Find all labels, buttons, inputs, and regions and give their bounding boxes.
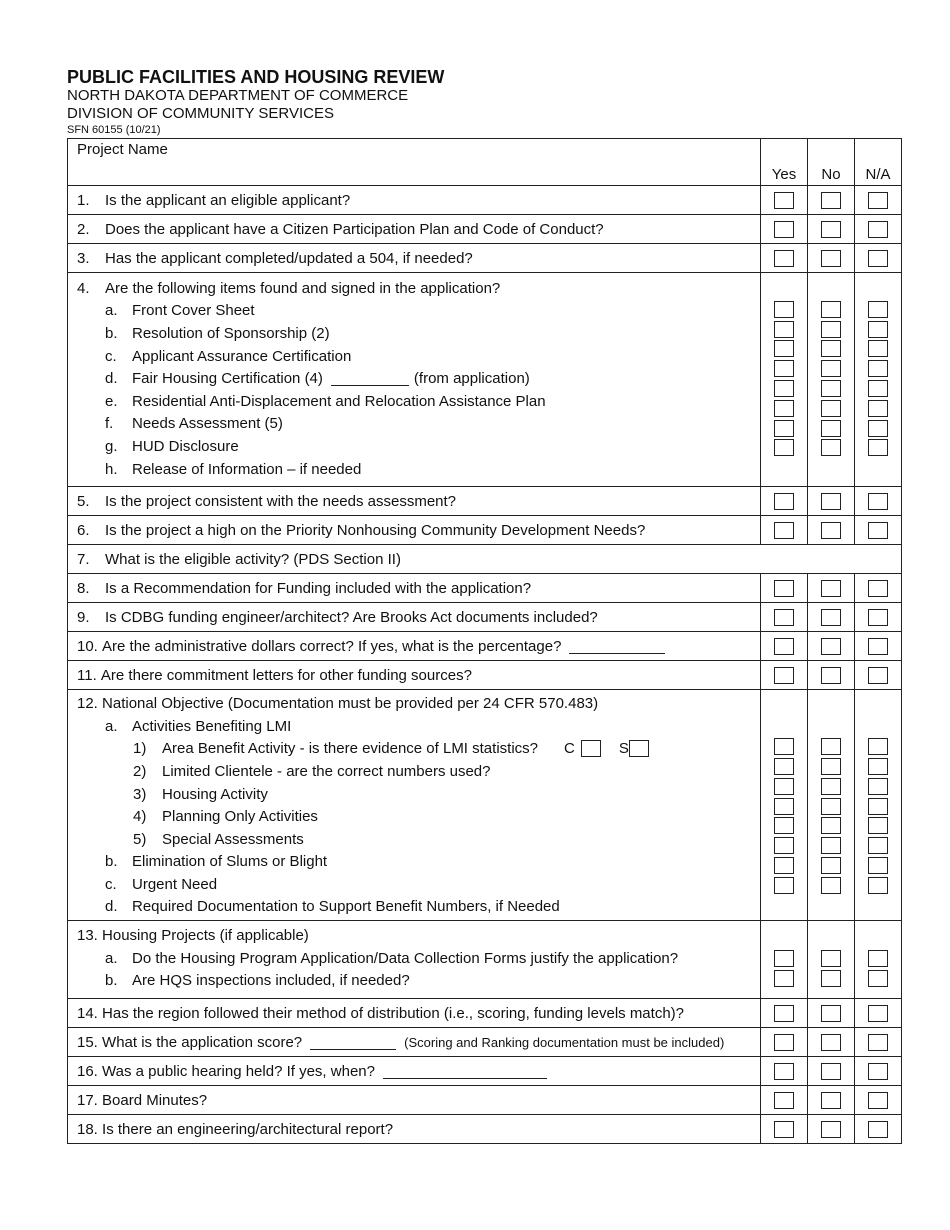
- item-letter: a.: [105, 949, 118, 967]
- q12c-yes-checkbox[interactable]: [774, 857, 794, 874]
- item-letter: c.: [105, 875, 117, 893]
- question-number: 8.: [77, 579, 90, 597]
- question-text: Housing Projects (if applicable): [102, 927, 309, 945]
- q4d-na-checkbox[interactable]: [868, 360, 888, 377]
- col-na-header: N/A: [855, 139, 902, 186]
- item-text: Release of Information – if needed: [132, 460, 362, 478]
- q16-yes-checkbox[interactable]: [774, 1063, 794, 1080]
- fair-housing-blank[interactable]: [331, 371, 409, 386]
- item-number: 5): [133, 830, 147, 848]
- review-table: [67, 138, 902, 1144]
- q4a-yes-checkbox[interactable]: [774, 301, 794, 318]
- form-number: SFN 60155 (10/21): [67, 124, 161, 136]
- item-letter: g.: [105, 437, 118, 455]
- item-text: Needs Assessment (5): [132, 415, 283, 433]
- question-number: 9.: [77, 608, 90, 626]
- question-cell: [68, 661, 761, 690]
- q1-no-checkbox[interactable]: [821, 192, 841, 209]
- question-text: Is the project a high on the Priority Nonhousing Community Development Needs?: [105, 521, 646, 539]
- q17-no-checkbox[interactable]: [821, 1092, 841, 1109]
- question-number: 16.: [77, 1062, 98, 1080]
- question-row-17: [68, 1086, 902, 1115]
- q11-na-checkbox[interactable]: [868, 667, 888, 684]
- q12b-na-checkbox[interactable]: [868, 837, 888, 854]
- question-cell: [68, 215, 761, 244]
- question-text: Does the applicant have a Citizen Participation Plan and Code of Conduct?: [105, 220, 604, 238]
- q13a-no-checkbox[interactable]: [821, 950, 841, 967]
- q15-yes-checkbox[interactable]: [774, 1034, 794, 1051]
- question-cell: [68, 1057, 761, 1086]
- q4b-na-checkbox[interactable]: [868, 321, 888, 338]
- question-number: 7.: [77, 550, 90, 568]
- question-number: 17.: [77, 1091, 98, 1109]
- division-name: DIVISION OF COMMUNITY SERVICES: [67, 105, 334, 122]
- form-header: [67, 67, 444, 137]
- question-number: 2.: [77, 220, 90, 238]
- question-cell: [68, 632, 761, 661]
- q14-no-checkbox[interactable]: [821, 1005, 841, 1022]
- q12a3-no-checkbox[interactable]: [821, 778, 841, 795]
- item-letter: a.: [105, 717, 118, 735]
- question-row-9: [68, 603, 902, 632]
- question-number: 18.: [77, 1120, 98, 1138]
- item-letter: f.: [105, 415, 114, 433]
- q12b-yes-checkbox[interactable]: [774, 837, 794, 854]
- q1-na-checkbox[interactable]: [868, 192, 888, 209]
- item-letter: d.: [105, 370, 118, 388]
- question-row-15: [68, 1028, 902, 1057]
- question-text: Is the applicant an eligible applicant?: [105, 191, 351, 209]
- question-row-18: [68, 1115, 902, 1144]
- q17-yes-checkbox[interactable]: [774, 1092, 794, 1109]
- question-row-11: [68, 661, 902, 690]
- application-score-blank[interactable]: [310, 1035, 396, 1050]
- q1-yes-checkbox[interactable]: [774, 192, 794, 209]
- question-number: 13.: [77, 927, 98, 945]
- item-text: Housing Activity: [162, 785, 268, 803]
- question-text: Has the region followed their method of distribution (i.e., scoring, funding levels match)?: [102, 1004, 684, 1022]
- q5-no-checkbox[interactable]: [821, 493, 841, 510]
- q9-yes-checkbox[interactable]: [774, 609, 794, 626]
- q14-na-checkbox[interactable]: [868, 1005, 888, 1022]
- col-yes-header: Yes: [761, 139, 808, 186]
- q5-na-checkbox[interactable]: [868, 493, 888, 510]
- question-text: Is there an engineering/architectural report?: [102, 1120, 394, 1138]
- q16-no-checkbox[interactable]: [821, 1063, 841, 1080]
- item-letter: e.: [105, 392, 118, 410]
- item-text: Activities Benefiting LMI: [132, 717, 292, 735]
- q13b-yes-checkbox[interactable]: [774, 970, 794, 987]
- item-text: Are HQS inspections included, if needed?: [132, 972, 410, 990]
- question-row-12: [68, 690, 902, 921]
- q8-no-checkbox[interactable]: [821, 580, 841, 597]
- q4d-yes-checkbox[interactable]: [774, 360, 794, 377]
- q12a4-na-checkbox[interactable]: [868, 798, 888, 815]
- question-cell: [68, 273, 761, 487]
- q12a5-yes-checkbox[interactable]: [774, 817, 794, 834]
- q4e-na-checkbox[interactable]: [868, 380, 888, 397]
- q12a3-na-checkbox[interactable]: [868, 778, 888, 795]
- question-text: Was a public hearing held? If yes, when?: [102, 1062, 375, 1080]
- q10-no-checkbox[interactable]: [821, 638, 841, 655]
- form-title: PUBLIC FACILITIES AND HOUSING REVIEW: [67, 67, 445, 87]
- item-text: HUD Disclosure: [132, 437, 239, 455]
- question-cell: [68, 244, 761, 273]
- question-text: What is the eligible activity? (PDS Section II): [105, 550, 401, 568]
- q12a1-yes-checkbox[interactable]: [774, 738, 794, 755]
- question-number: 4.: [77, 279, 90, 297]
- area-benefit-c-checkbox[interactable]: [581, 740, 601, 757]
- q12a4-no-checkbox[interactable]: [821, 798, 841, 815]
- q8-na-checkbox[interactable]: [868, 580, 888, 597]
- q12b-no-checkbox[interactable]: [821, 837, 841, 854]
- q8-yes-checkbox[interactable]: [774, 580, 794, 597]
- question-row-1: [68, 186, 902, 215]
- question-number: 6.: [77, 521, 90, 539]
- q4c-yes-checkbox[interactable]: [774, 340, 794, 357]
- question-row-13: [68, 921, 902, 999]
- question-text: Is CDBG funding engineer/architect? Are Brooks Act documents included?: [105, 608, 598, 626]
- q2-no-checkbox[interactable]: [821, 221, 841, 238]
- s-label: S: [618, 740, 629, 758]
- item-text: Limited Clientele - are the correct numbers used?: [162, 762, 491, 780]
- question-row-6: [68, 516, 902, 545]
- item-text: Do the Housing Program Application/Data Collection Forms justify the application?: [132, 949, 679, 967]
- q4h-no-checkbox[interactable]: [821, 439, 841, 456]
- question-cell: [68, 487, 761, 516]
- question-cell: [68, 1086, 761, 1115]
- q12d-yes-checkbox[interactable]: [774, 877, 794, 894]
- question-text: Are the administrative dollars correct? If yes, what is the percentage?: [102, 637, 562, 655]
- q12d-no-checkbox[interactable]: [821, 877, 841, 894]
- item-suffix: (from application): [413, 370, 530, 388]
- header-row: [68, 139, 902, 186]
- question-row-5: [68, 487, 902, 516]
- q4h-yes-checkbox[interactable]: [774, 439, 794, 456]
- item-text: Fair Housing Certification (4): [132, 370, 323, 388]
- item-text: Urgent Need: [132, 875, 218, 893]
- q9-na-checkbox[interactable]: [868, 609, 888, 626]
- q9-no-checkbox[interactable]: [821, 609, 841, 626]
- q16-na-checkbox[interactable]: [868, 1063, 888, 1080]
- q12a3-yes-checkbox[interactable]: [774, 778, 794, 795]
- item-letter: b.: [105, 853, 118, 871]
- q11-no-checkbox[interactable]: [821, 667, 841, 684]
- question-row-16: [68, 1057, 902, 1086]
- item-text: Required Documentation to Support Benefit Numbers, if Needed: [132, 898, 560, 916]
- q12a5-no-checkbox[interactable]: [821, 817, 841, 834]
- q3-no-checkbox[interactable]: [821, 250, 841, 267]
- q4a-na-checkbox[interactable]: [868, 301, 888, 318]
- question-row-8: [68, 574, 902, 603]
- project-name-field[interactable]: [68, 139, 761, 186]
- area-benefit-s-checkbox[interactable]: [629, 740, 649, 757]
- question-number: 1.: [77, 191, 90, 209]
- q18-na-checkbox[interactable]: [868, 1121, 888, 1138]
- question-text: What is the application score?: [102, 1033, 303, 1051]
- q4e-no-checkbox[interactable]: [821, 380, 841, 397]
- question-cell: [68, 1115, 761, 1144]
- question-number: 15.: [77, 1033, 98, 1051]
- department-name: NORTH DAKOTA DEPARTMENT OF COMMERCE: [67, 87, 409, 104]
- q6-no-checkbox[interactable]: [821, 522, 841, 539]
- q4b-yes-checkbox[interactable]: [774, 321, 794, 338]
- q12a2-yes-checkbox[interactable]: [774, 758, 794, 775]
- question-number: 14.: [77, 1004, 98, 1022]
- item-text: Front Cover Sheet: [132, 302, 255, 320]
- question-cell: [68, 545, 902, 574]
- q2-yes-checkbox[interactable]: [774, 221, 794, 238]
- q18-yes-checkbox[interactable]: [774, 1121, 794, 1138]
- q4h-na-checkbox[interactable]: [868, 439, 888, 456]
- q12a2-no-checkbox[interactable]: [821, 758, 841, 775]
- q13a-na-checkbox[interactable]: [868, 950, 888, 967]
- item-number: 2): [133, 762, 147, 780]
- question-number: 11.: [77, 666, 97, 684]
- q4g-no-checkbox[interactable]: [821, 420, 841, 437]
- question-number: 5.: [77, 492, 90, 510]
- question-cell: [68, 574, 761, 603]
- question-row-2: [68, 215, 902, 244]
- item-letter: c.: [105, 347, 117, 365]
- question-number: 3.: [77, 249, 90, 267]
- q18-no-checkbox[interactable]: [821, 1121, 841, 1138]
- q15-no-checkbox[interactable]: [821, 1034, 841, 1051]
- c-label: C: [564, 740, 575, 758]
- item-number: 3): [133, 785, 147, 803]
- q12c-no-checkbox[interactable]: [821, 857, 841, 874]
- item-letter: d.: [105, 898, 118, 916]
- q4e-yes-checkbox[interactable]: [774, 380, 794, 397]
- q13b-na-checkbox[interactable]: [868, 970, 888, 987]
- q3-na-checkbox[interactable]: [868, 250, 888, 267]
- q15-na-checkbox[interactable]: [868, 1034, 888, 1051]
- item-letter: a.: [105, 302, 118, 320]
- q4g-yes-checkbox[interactable]: [774, 420, 794, 437]
- q5-yes-checkbox[interactable]: [774, 493, 794, 510]
- q12a4-yes-checkbox[interactable]: [774, 798, 794, 815]
- q4g-na-checkbox[interactable]: [868, 420, 888, 437]
- q12a2-na-checkbox[interactable]: [868, 758, 888, 775]
- item-number: 4): [133, 808, 147, 826]
- item-letter: b.: [105, 324, 118, 342]
- question-cell: [68, 603, 761, 632]
- q4f-no-checkbox[interactable]: [821, 400, 841, 417]
- question-row-7: [68, 545, 902, 574]
- q4c-no-checkbox[interactable]: [821, 340, 841, 357]
- col-no-header: No: [808, 139, 855, 186]
- q4c-na-checkbox[interactable]: [868, 340, 888, 357]
- question-text: Has the applicant completed/updated a 504, if needed?: [105, 249, 473, 267]
- question-number: 10.: [77, 637, 98, 655]
- question-row-4: [68, 273, 902, 487]
- q13a-yes-checkbox[interactable]: [774, 950, 794, 967]
- question-cell: [68, 999, 761, 1028]
- question-number: 12.: [77, 695, 98, 713]
- question-row-3: [68, 244, 902, 273]
- question-cell: [68, 690, 761, 921]
- item-text: Elimination of Slums or Blight: [132, 853, 328, 871]
- hearing-date-blank[interactable]: [383, 1064, 547, 1079]
- item-text: Applicant Assurance Certification: [132, 347, 352, 365]
- q11-yes-checkbox[interactable]: [774, 667, 794, 684]
- scoring-note: (Scoring and Ranking documentation must be included): [404, 1034, 725, 1050]
- project-name-label: Project Name: [77, 141, 168, 158]
- q17-na-checkbox[interactable]: [868, 1092, 888, 1109]
- q12d-na-checkbox[interactable]: [868, 877, 888, 894]
- question-text: Is a Recommendation for Funding included with the application?: [105, 579, 532, 597]
- item-letter: b.: [105, 972, 118, 990]
- q4f-yes-checkbox[interactable]: [774, 400, 794, 417]
- q3-yes-checkbox[interactable]: [774, 250, 794, 267]
- q6-na-checkbox[interactable]: [868, 522, 888, 539]
- q12a1-no-checkbox[interactable]: [821, 738, 841, 755]
- item-text: Special Assessments: [162, 830, 304, 848]
- item-number: 1): [133, 740, 147, 758]
- q10-yes-checkbox[interactable]: [774, 638, 794, 655]
- item-letter: h.: [105, 460, 118, 478]
- question-text: Is the project consistent with the needs assessment?: [105, 492, 457, 510]
- item-text: Residential Anti-Displacement and Relocation Assistance Plan: [132, 392, 546, 410]
- q4d-no-checkbox[interactable]: [821, 360, 841, 377]
- item-text: Area Benefit Activity - is there evidence of LMI statistics?: [162, 740, 538, 758]
- question-cell: [68, 516, 761, 545]
- question-text: Are there commitment letters for other funding sources?: [100, 666, 472, 684]
- q2-na-checkbox[interactable]: [868, 221, 888, 238]
- question-cell: [68, 921, 761, 999]
- question-cell: [68, 1028, 761, 1057]
- q4b-no-checkbox[interactable]: [821, 321, 841, 338]
- q14-yes-checkbox[interactable]: [774, 1005, 794, 1022]
- question-text: National Objective (Documentation must be provided per 24 CFR 570.483): [102, 695, 599, 713]
- q4f-na-checkbox[interactable]: [868, 400, 888, 417]
- question-row-10: [68, 632, 902, 661]
- q13b-no-checkbox[interactable]: [821, 970, 841, 987]
- question-text: Board Minutes?: [102, 1091, 208, 1109]
- q12a1-na-checkbox[interactable]: [868, 738, 888, 755]
- item-text: Planning Only Activities: [162, 808, 318, 826]
- percentage-blank[interactable]: [569, 639, 665, 654]
- q10-na-checkbox[interactable]: [868, 638, 888, 655]
- q4a-no-checkbox[interactable]: [821, 301, 841, 318]
- question-text: Are the following items found and signed in the application?: [105, 279, 501, 297]
- q6-yes-checkbox[interactable]: [774, 522, 794, 539]
- question-row-14: [68, 999, 902, 1028]
- question-cell: [68, 186, 761, 215]
- q12a5-na-checkbox[interactable]: [868, 817, 888, 834]
- q12c-na-checkbox[interactable]: [868, 857, 888, 874]
- item-text: Resolution of Sponsorship (2): [132, 324, 330, 342]
